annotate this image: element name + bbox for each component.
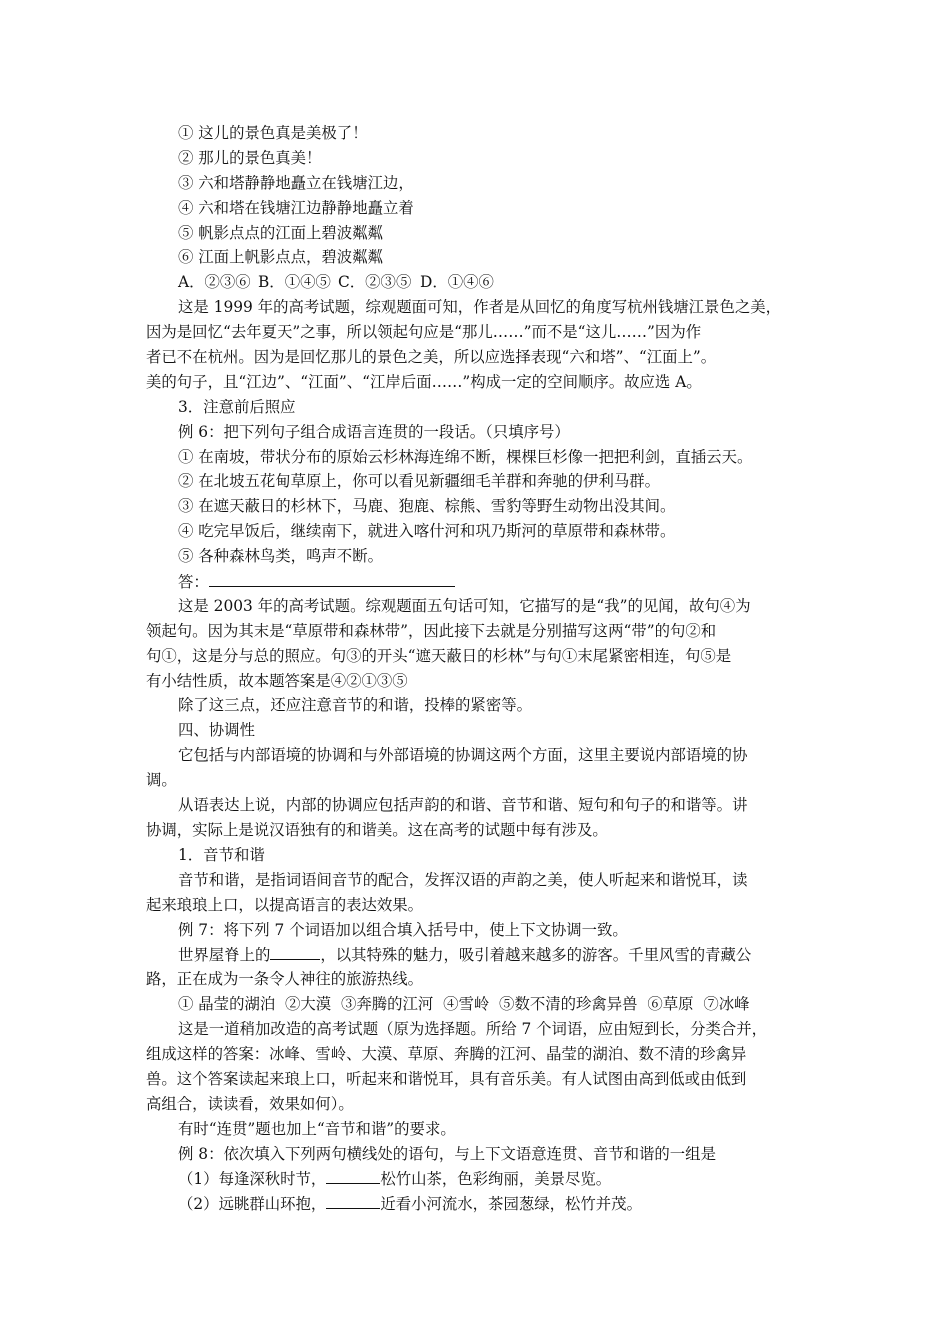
section-heading-3: 3．注意前后照应 bbox=[178, 397, 296, 416]
option-sentence-5: ⑤ 帆影点点的江面上碧波粼粼 bbox=[178, 223, 383, 242]
para7-line-2: 组成这样的答案：冰峰、雪岭、大漠、草原、奔腾的江河、晶莹的湖泊、数不清的珍禽异 bbox=[146, 1044, 747, 1063]
para4-line-1: 它包括与内部语境的协调和与外部语境的协调这两个方面，这里主要说内部语境的协 bbox=[178, 746, 748, 765]
option-d: D．①④⑥ bbox=[420, 273, 494, 292]
para5-line-1: 从语表达上说，内部的协调应包括声韵的和谐、音节和谐、短句和句子的和谐等。讲 bbox=[178, 796, 748, 815]
para2-line-3: 句①，这是分与总的照应。句③的开头“遮天蔽日的杉林”与句①末尾紧密相连，句⑤是 bbox=[146, 646, 732, 665]
example-8-2-b: 近看小河流水，茶园葱绿，松竹并茂。 bbox=[380, 1195, 642, 1214]
example-7-text-line-1 bbox=[173, 942, 813, 967]
para1-line-1: 这是 1999 年的高考试题，综观题面可知，作者是从回忆的角度写杭州钱塘江景色之美， bbox=[178, 298, 782, 317]
example-6-item-5: ⑤ 各种森林鸟类，鸣声不断。 bbox=[178, 547, 383, 566]
example-7-prompt: 例 7：将下列 7 个词语加以组合填入括号中，使上下文协调一致。 bbox=[178, 920, 628, 939]
option-sentence-1: ① 这儿的景色真是美极了！ bbox=[178, 124, 368, 142]
example-8-2-a: （2）远眺群山环抱， bbox=[178, 1195, 327, 1214]
option-sentence-3: ③ 六和塔静静地矗立在钱塘江边， bbox=[178, 173, 414, 192]
para2-line-2: 领起句。因为其末是“草原带和森林带”，因此接下去就是分别描写这两“带”的句②和 bbox=[146, 621, 717, 640]
example-6-item-4: ④ 吃完早饭后，继续南下，就进入喀什河和巩乃斯河的草原带和森林带。 bbox=[178, 522, 676, 541]
example-8-sentence-1 bbox=[173, 1166, 813, 1191]
example-8-blank-2[interactable] bbox=[326, 1191, 380, 1209]
para1-line-4: 美的句子，且“江边”、“江面”、“江岸后面……”构成一定的空间顺序。故应选 A。 bbox=[146, 372, 702, 391]
option-sentence-4: ④ 六和塔在钱塘江边静静地矗立着 bbox=[178, 198, 414, 217]
para5-line-2: 协调，实际上是说汉语独有的和谐美。这在高考的试题中每有涉及。 bbox=[146, 820, 608, 839]
para1-line-2: 因为是回忆“去年夏天”之事，所以领起句应是“那儿……”而不是“这儿……”因为作 bbox=[146, 323, 702, 342]
example-7-text-b: ，以其特殊的魅力，吸引着越来越多的游客。千里风雪的青藏公 bbox=[320, 946, 752, 965]
example-8-sentence-2 bbox=[173, 1191, 813, 1216]
example-6-prompt: 例 6：把下列句子组合成语言连贯的一段话。（只填序号） bbox=[178, 422, 570, 441]
example-8-prompt: 例 8：依次填入下列两句横线处的语句，与上下文语意连贯、音节和谐的一组是 bbox=[178, 1144, 716, 1163]
subheading-syllable-harmony: 1．音节和谐 bbox=[178, 845, 265, 864]
answer-label: 答： bbox=[178, 573, 209, 592]
option-c: C．②③⑤ bbox=[338, 273, 412, 292]
example-8-1-a: （1）每逢深秋时节， bbox=[178, 1170, 327, 1189]
example-8-blank-1[interactable] bbox=[326, 1166, 380, 1184]
example-7-text-c: 路，正在成为一条令人神往的旅游热线。 bbox=[146, 970, 424, 989]
example-6-item-3: ③ 在遮天蔽日的杉林下，马鹿、狍鹿、棕熊、雪豹等野生动物出没其间。 bbox=[178, 497, 676, 516]
para7-line-4: 高组合，读读看，效果如何）。 bbox=[146, 1094, 354, 1113]
document-body bbox=[146, 121, 813, 1216]
option-sentence-6: ⑥ 江面上帆影点点，碧波粼粼 bbox=[178, 248, 383, 267]
option-sentence-2: ② 那儿的景色真美！ bbox=[178, 148, 322, 167]
para4-line-2: 调。 bbox=[146, 771, 177, 790]
example-7-text-a: 世界屋脊上的 bbox=[178, 946, 271, 965]
answer-blank[interactable] bbox=[209, 569, 455, 587]
option-b: B．①④⑤ bbox=[258, 273, 331, 292]
para8: 有时“连贯”题也加上“音节和谐”的要求。 bbox=[178, 1119, 456, 1138]
example-6-item-2: ② 在北坡五花甸草原上，你可以看见新疆细毛羊群和奔驰的伊利马群。 bbox=[178, 472, 661, 491]
para1-line-3: 者已不在杭州。因为是回忆那儿的景色之美，所以应选择表现“六和塔”、“江面上”。 bbox=[146, 348, 717, 367]
section-heading-4: 四、协调性 bbox=[178, 721, 255, 740]
example-7-blank[interactable] bbox=[270, 942, 320, 960]
answer-options bbox=[173, 270, 813, 295]
para7-line-1: 这是一道稍加改造的高考试题（原为选择题。所给 7 个词语，应由短到长，分类合并， bbox=[178, 1020, 768, 1039]
example-8-1-b: 松竹山茶，色彩绚丽，美景尽览。 bbox=[380, 1170, 612, 1189]
para6-line-2: 起来琅琅上口，以提高语言的表达效果。 bbox=[146, 895, 424, 914]
option-a: A．②③⑥ bbox=[178, 273, 251, 292]
para2-line-4: 有小结性质，故本题答案是④②①③⑤ bbox=[146, 671, 408, 690]
para6-line-1: 音节和谐，是指词语间音节的配合，发挥汉语的声韵之美，使人听起来和谐悦耳，读 bbox=[178, 870, 748, 889]
para2-line-1: 这是 2003 年的高考试题。综观题面五句话可知，它描写的是“我”的见闻，故句④为 bbox=[178, 596, 751, 615]
answer-line bbox=[173, 569, 813, 594]
para7-line-3: 兽。这个答案读起来琅上口，听起来和谐悦耳，具有音乐美。有人试图由高到低或由低到 bbox=[146, 1069, 747, 1088]
para3: 除了这三点，还应注意音节的和谐，投棒的紧密等。 bbox=[178, 696, 532, 715]
example-6-item-1: ① 在南坡，带状分布的原始云杉林海连绵不断，棵棵巨杉像一把把利剑，直插云天。 bbox=[178, 447, 753, 466]
example-7-items: ① 晶莹的湖泊 ②大漠 ③奔腾的江河 ④雪岭 ⑤数不清的珍禽异兽 ⑥草原 ⑦冰峰 bbox=[178, 995, 750, 1014]
